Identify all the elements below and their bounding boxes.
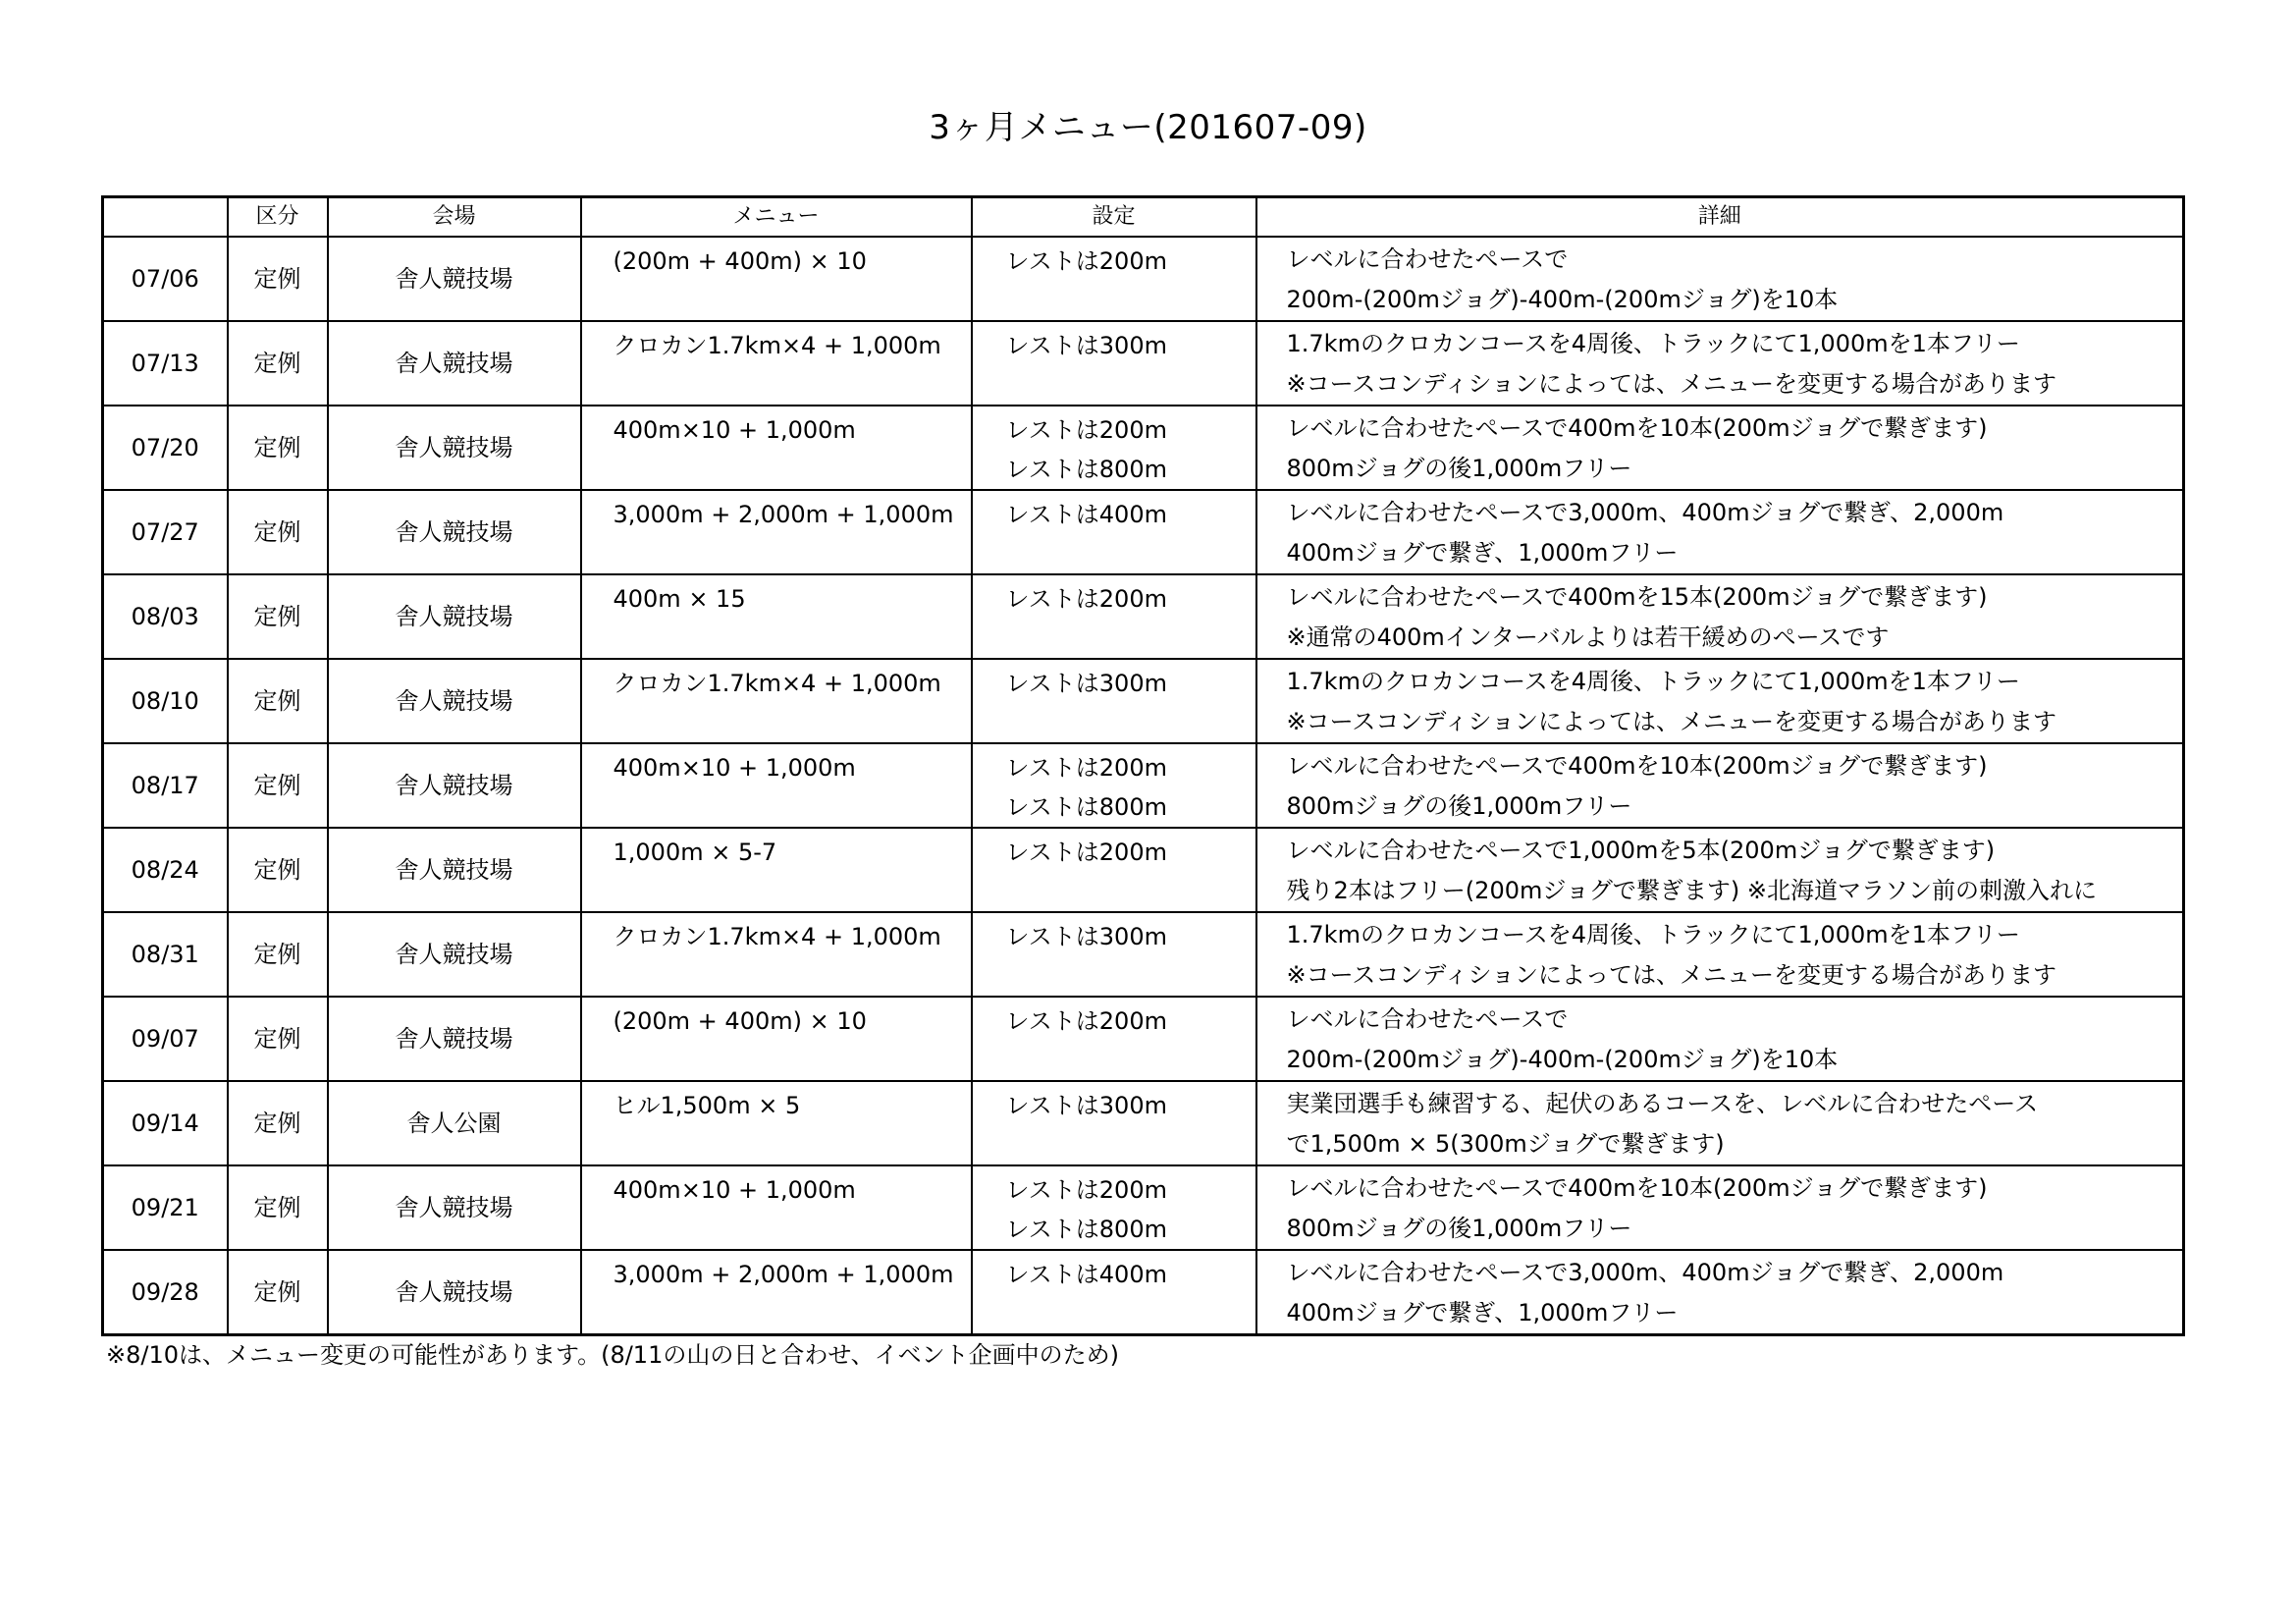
setting-line: レストは300m (1005, 1092, 1167, 1119)
detail-line: レベルに合わせたペースで3,000m、400mジョグで繋ぎ、2,000m (1286, 499, 2004, 526)
venue-cell: 舎人競技場 (328, 321, 581, 406)
venue-cell: 舎人公園 (328, 1081, 581, 1165)
detail-cell (1256, 1165, 2184, 1250)
setting-cell (972, 321, 1256, 406)
venue-cell: 舎人競技場 (328, 237, 581, 321)
table-row (103, 912, 2184, 997)
detail-line: ※コースコンディションによっては、メニューを変更する場合があります (1286, 961, 2057, 989)
kubun-cell: 定例 (228, 1250, 328, 1335)
detail-cell (1256, 997, 2184, 1081)
detail-line: レベルに合わせたペースで1,000mを5本(200mジョグで繋ぎます) (1286, 837, 1996, 864)
menu-cell: 400m×10 + 1,000m (581, 406, 972, 490)
table-row (103, 1081, 2184, 1165)
table-row (103, 743, 2184, 828)
setting-line: レストは400m (1005, 501, 1167, 528)
table-header-row (103, 197, 2184, 238)
table-row (103, 1250, 2184, 1335)
venue-cell: 舎人競技場 (328, 743, 581, 828)
venue-cell: 舎人競技場 (328, 828, 581, 912)
detail-line: ※コースコンディションによっては、メニューを変更する場合があります (1286, 708, 2057, 735)
date-cell: 07/20 (103, 406, 228, 490)
detail-line: ※通常の400mインターバルよりは若干緩めのペースです (1286, 623, 1890, 651)
table-row (103, 1165, 2184, 1250)
table-row (103, 406, 2184, 490)
header-setting: 設定 (972, 197, 1256, 238)
header-kubun: 区分 (228, 197, 328, 238)
date-cell: 08/31 (103, 912, 228, 997)
detail-line: 400mジョグで繋ぎ、1,000mフリー (1286, 1299, 1679, 1326)
kubun-cell: 定例 (228, 997, 328, 1081)
table-row (103, 490, 2184, 574)
detail-line: レベルに合わせたペースで400mを10本(200mジョグで繋ぎます) (1286, 752, 1988, 780)
detail-line: 残り2本はフリー(200mジョグで繋ぎます) ※北海道マラソン前の刺激入れに (1286, 877, 2097, 904)
table-row (103, 574, 2184, 659)
detail-cell (1256, 321, 2184, 406)
kubun-cell: 定例 (228, 574, 328, 659)
kubun-cell: 定例 (228, 321, 328, 406)
detail-line: ※コースコンディションによっては、メニューを変更する場合があります (1286, 370, 2057, 398)
setting-line: レストは800m (1005, 1216, 1167, 1243)
setting-line: レストは200m (1005, 1007, 1167, 1035)
setting-line: レストは300m (1005, 923, 1167, 950)
detail-line: 実業団選手も練習する、起伏のあるコースを、レベルに合わせたペース (1286, 1090, 2039, 1117)
setting-line: レストは200m (1005, 1176, 1167, 1204)
detail-line: で1,500m × 5(300mジョグで繋ぎます) (1286, 1130, 1725, 1158)
menu-cell: 3,000m + 2,000m + 1,000m (581, 490, 972, 574)
menu-cell: (200m + 400m) × 10 (581, 997, 972, 1081)
kubun-cell: 定例 (228, 743, 328, 828)
footnote: ※8/10は、メニュー変更の可能性があります。(8/11の山の日と合わせ、イベント企画中のため) (106, 1341, 1119, 1369)
setting-cell (972, 406, 1256, 490)
detail-cell (1256, 659, 2184, 743)
setting-line: レストは300m (1005, 670, 1167, 697)
detail-cell (1256, 743, 2184, 828)
setting-cell (972, 574, 1256, 659)
date-cell: 08/03 (103, 574, 228, 659)
menu-cell: クロカン1.7km×4 + 1,000m (581, 321, 972, 406)
date-cell: 09/14 (103, 1081, 228, 1165)
detail-line: 400mジョグで繋ぎ、1,000mフリー (1286, 539, 1679, 567)
setting-cell (972, 743, 1256, 828)
setting-line: レストは800m (1005, 793, 1167, 821)
detail-line: 800mジョグの後1,000mフリー (1286, 1215, 1632, 1242)
detail-cell (1256, 828, 2184, 912)
date-cell: 07/27 (103, 490, 228, 574)
venue-cell: 舎人競技場 (328, 997, 581, 1081)
detail-line: レベルに合わせたペースで (1286, 1005, 1569, 1033)
venue-cell: 舎人競技場 (328, 1165, 581, 1250)
detail-cell (1256, 490, 2184, 574)
date-cell: 09/21 (103, 1165, 228, 1250)
table-body (103, 237, 2184, 1335)
kubun-cell: 定例 (228, 237, 328, 321)
setting-cell (972, 490, 1256, 574)
setting-line: レストは200m (1005, 754, 1167, 782)
date-cell: 07/13 (103, 321, 228, 406)
setting-cell (972, 1165, 1256, 1250)
detail-line: 800mジョグの後1,000mフリー (1286, 455, 1632, 482)
setting-line: レストは200m (1005, 247, 1167, 275)
detail-cell (1256, 237, 2184, 321)
header-date (103, 197, 228, 238)
menu-cell: ヒル1,500m × 5 (581, 1081, 972, 1165)
venue-cell: 舎人競技場 (328, 659, 581, 743)
setting-cell (972, 828, 1256, 912)
detail-cell (1256, 406, 2184, 490)
setting-cell (972, 659, 1256, 743)
kubun-cell: 定例 (228, 490, 328, 574)
date-cell: 09/07 (103, 997, 228, 1081)
menu-cell: 400m×10 + 1,000m (581, 743, 972, 828)
date-cell: 08/10 (103, 659, 228, 743)
date-cell: 07/06 (103, 237, 228, 321)
page-title: 3ヶ月メニュー(201607-09) (929, 108, 1367, 147)
detail-cell (1256, 574, 2184, 659)
table-row (103, 659, 2184, 743)
setting-cell (972, 912, 1256, 997)
detail-line: 200m-(200mジョグ)-400m-(200mジョグ)を10本 (1286, 1046, 1839, 1073)
table-row (103, 828, 2184, 912)
menu-cell: (200m + 400m) × 10 (581, 237, 972, 321)
detail-line: 1.7kmのクロカンコースを4周後、トラックにて1,000mを1本フリー (1286, 668, 2020, 695)
setting-line: レストは800m (1005, 456, 1167, 483)
setting-cell (972, 997, 1256, 1081)
menu-cell: 400m×10 + 1,000m (581, 1165, 972, 1250)
setting-cell (972, 1250, 1256, 1335)
kubun-cell: 定例 (228, 659, 328, 743)
venue-cell: 舎人競技場 (328, 406, 581, 490)
kubun-cell: 定例 (228, 828, 328, 912)
table-row (103, 321, 2184, 406)
venue-cell: 舎人競技場 (328, 490, 581, 574)
date-cell: 08/17 (103, 743, 228, 828)
detail-line: 1.7kmのクロカンコースを4周後、トラックにて1,000mを1本フリー (1286, 921, 2020, 948)
setting-cell (972, 1081, 1256, 1165)
kubun-cell: 定例 (228, 1165, 328, 1250)
kubun-cell: 定例 (228, 1081, 328, 1165)
table-row (103, 237, 2184, 321)
setting-cell (972, 237, 1256, 321)
menu-cell: クロカン1.7km×4 + 1,000m (581, 659, 972, 743)
setting-line: レストは200m (1005, 585, 1167, 613)
setting-line: レストは300m (1005, 332, 1167, 359)
setting-line: レストは200m (1005, 416, 1167, 444)
detail-line: レベルに合わせたペースで3,000m、400mジョグで繋ぎ、2,000m (1286, 1259, 2004, 1286)
menu-table (101, 195, 2185, 1336)
menu-cell: 400m × 15 (581, 574, 972, 659)
menu-cell: 3,000m + 2,000m + 1,000m (581, 1250, 972, 1335)
venue-cell: 舎人競技場 (328, 1250, 581, 1335)
venue-cell: 舎人競技場 (328, 912, 581, 997)
header-venue: 会場 (328, 197, 581, 238)
header-detail: 詳細 (1256, 197, 2184, 238)
detail-line: レベルに合わせたペースで (1286, 245, 1569, 273)
date-cell: 09/28 (103, 1250, 228, 1335)
detail-cell (1256, 912, 2184, 997)
detail-line: レベルに合わせたペースで400mを10本(200mジョグで繋ぎます) (1286, 414, 1988, 442)
date-cell: 08/24 (103, 828, 228, 912)
detail-line: レベルに合わせたペースで400mを10本(200mジョグで繋ぎます) (1286, 1174, 1988, 1202)
detail-line: 200m-(200mジョグ)-400m-(200mジョグ)を10本 (1286, 286, 1839, 313)
menu-cell: 1,000m × 5-7 (581, 828, 972, 912)
setting-line: レストは400m (1005, 1261, 1167, 1288)
setting-line: レストは200m (1005, 839, 1167, 866)
kubun-cell: 定例 (228, 912, 328, 997)
header-menu: メニュー (581, 197, 972, 238)
kubun-cell: 定例 (228, 406, 328, 490)
table-row (103, 997, 2184, 1081)
detail-line: レベルに合わせたペースで400mを15本(200mジョグで繋ぎます) (1286, 583, 1988, 611)
detail-line: 800mジョグの後1,000mフリー (1286, 792, 1632, 820)
detail-line: 1.7kmのクロカンコースを4周後、トラックにて1,000mを1本フリー (1286, 330, 2020, 357)
detail-cell (1256, 1081, 2184, 1165)
menu-cell: クロカン1.7km×4 + 1,000m (581, 912, 972, 997)
detail-cell (1256, 1250, 2184, 1335)
venue-cell: 舎人競技場 (328, 574, 581, 659)
